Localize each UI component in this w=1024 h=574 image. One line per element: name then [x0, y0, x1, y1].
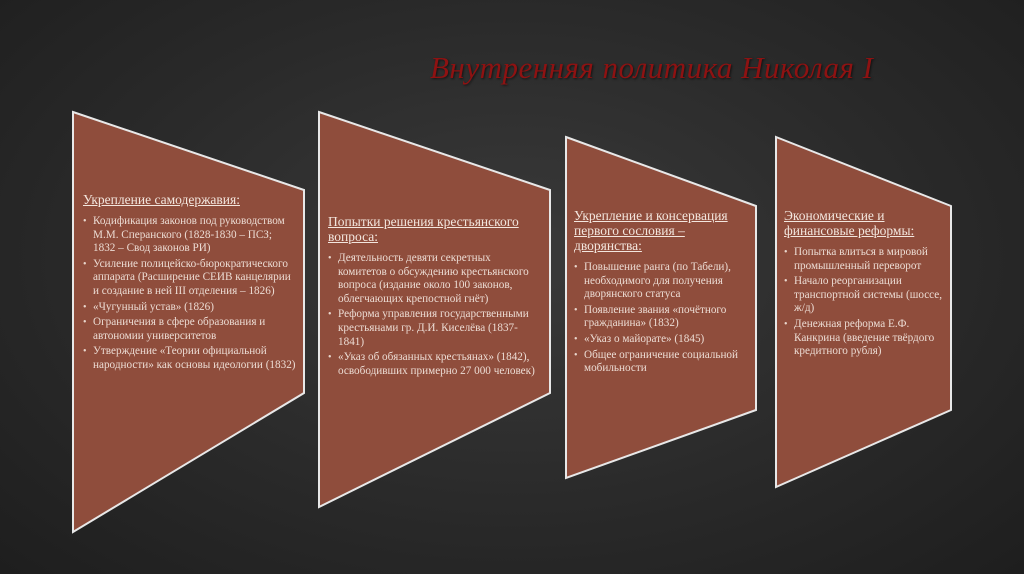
list-item: • Утверждение «Теории официальной народности» как основы идеологии (1832) — [83, 345, 297, 372]
list-item: • Реформа управления государственными крестьянами гр. Д.И. Киселёва (1837-1841) — [328, 308, 542, 349]
panel-heading: Укрепление самодержавия: — [83, 192, 240, 207]
list-item: • Начало реорганизации транспортной системы (шоссе, ж/д) — [784, 275, 947, 316]
panel-heading: Попытки решения крестьянского вопроса: — [328, 214, 519, 244]
list-item: • «Чугунный устав» (1826) — [83, 301, 297, 315]
slide-title: Внутренняя политика Николая I — [430, 50, 874, 85]
panel-heading: Укрепление и консервация первого сословия – дворянства: — [574, 208, 728, 253]
list-item: • Денежная реформа Е.Ф. Канкрина (введение твёрдого кредитного рубля) — [784, 318, 947, 359]
list-item: • Усиление полицейско-бюрократического аппарата (Расширение СЕИВ канцелярии и создание в ней III отделения – 1826) — [83, 258, 297, 299]
panel-heading: Экономические и финансовые реформы: — [784, 208, 915, 238]
list-item: • «Указ о майорате» (1845) — [574, 333, 752, 347]
list-item: • «Указ об обязанных крестьянах» (1842), освободивших примерно 27 000 человек) — [328, 351, 542, 378]
list-item: • Деятельность девяти секретных комитетов о обсуждению крестьянского вопроса (издание около 100 законов, облегчающих крепостной гнёт) — [328, 252, 542, 306]
list-item: • Общее ограничение социальной мобильности — [574, 349, 752, 376]
list-item: • Кодификация законов под руководством М.М. Сперанского (1828-1830 – ПСЗ; 1832 – Свод законов РИ) — [83, 215, 297, 256]
list-item: • Повышение ранга (по Табели), необходимого для получения дворянского статуса — [574, 261, 752, 302]
list-item: • Появление звания «почётного гражданина» (1832) — [574, 304, 752, 331]
list-item: • Ограничения в сфере образования и автономии университетов — [83, 316, 297, 343]
list-item: • Попытка влиться в мировой промышленный переворот — [784, 246, 947, 273]
